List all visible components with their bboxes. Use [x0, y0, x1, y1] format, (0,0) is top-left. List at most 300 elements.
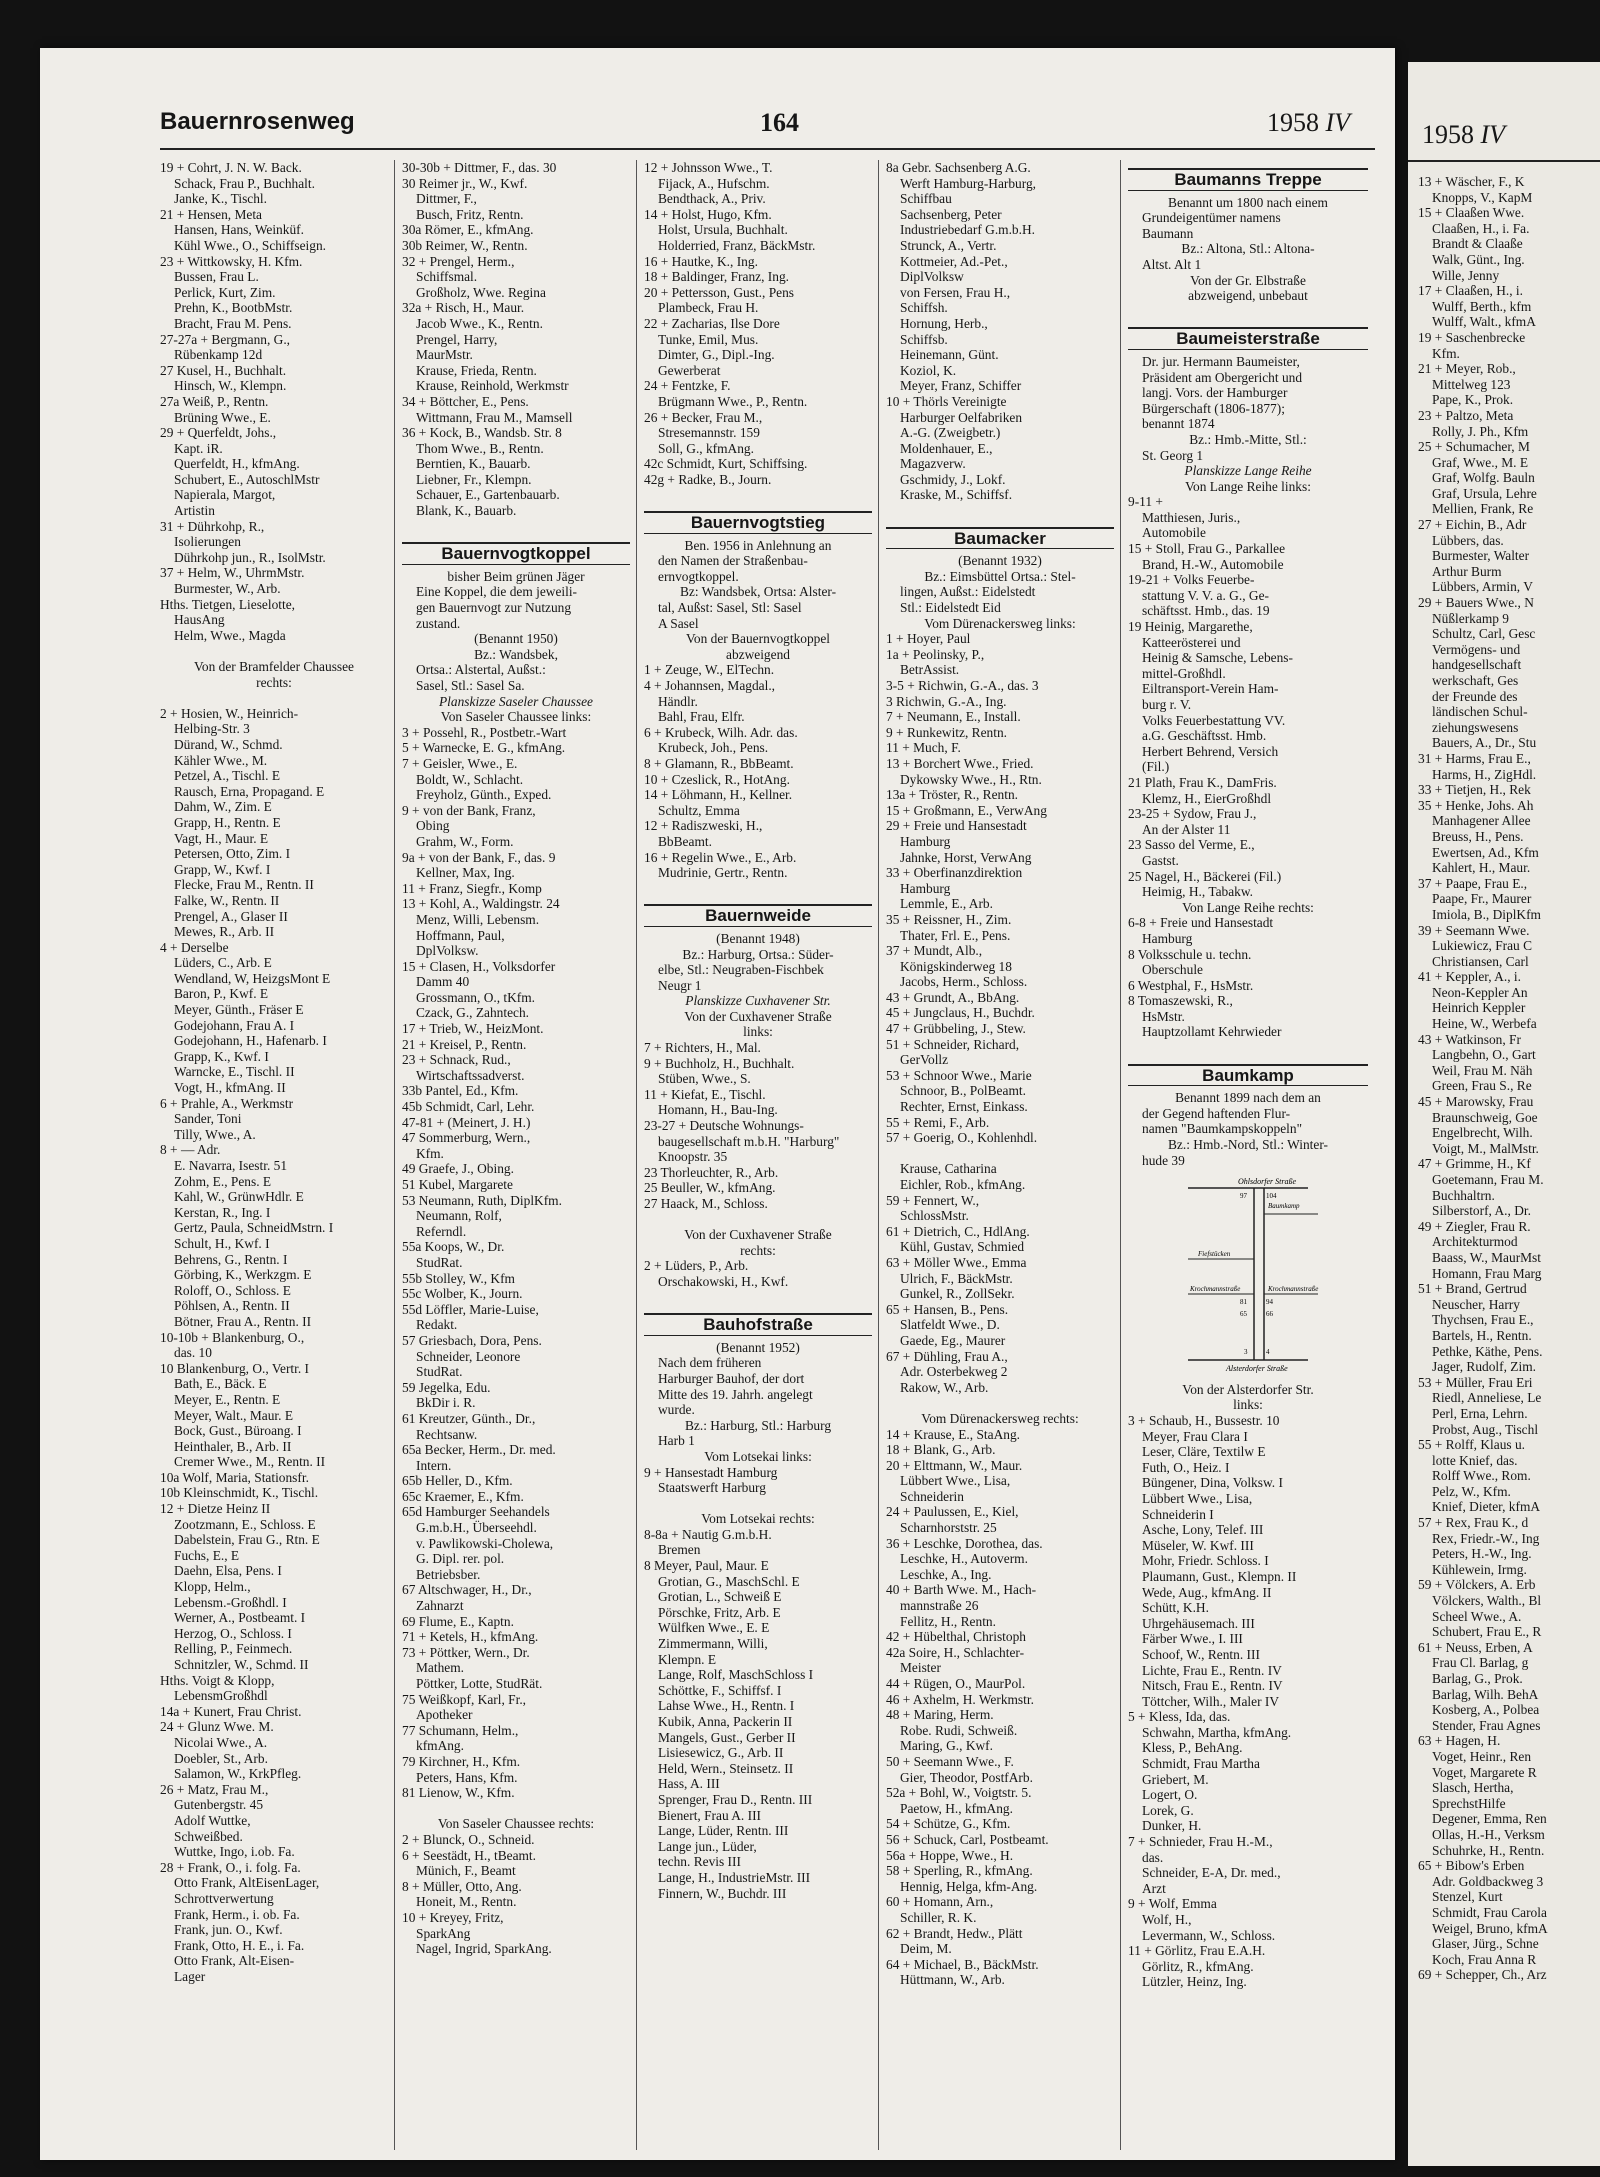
directory-entry: Fijack, A., Hufschm. — [658, 175, 770, 191]
directory-entry: langj. Vors. der Hamburger — [1142, 385, 1288, 401]
directory-entry: Königskinderweg 18 — [900, 958, 1012, 974]
directory-entry: 23 Thorleuchter, R., Arb. — [644, 1164, 779, 1180]
directory-entry: Dunker, H. — [1142, 1818, 1202, 1834]
directory-entry: stattung V. V. a. G., Ge- — [1142, 587, 1269, 603]
directory-entry: Wittmann, Frau M., Mamsell — [416, 409, 573, 425]
directory-entry: 59 Jegelka, Edu. — [402, 1379, 491, 1395]
directory-entry: zustand. — [416, 615, 461, 631]
directory-entry: 8-8a + Nautig G.m.b.H. — [644, 1526, 772, 1542]
directory-entry: Dürand, W., Schmd. — [174, 736, 283, 752]
directory-entry: Schmidt, Frau Carola — [1432, 1904, 1547, 1920]
directory-entry: Ulrich, F., BäckMstr. — [900, 1270, 1013, 1286]
directory-entry: 53 + Müller, Frau Eri — [1418, 1374, 1533, 1390]
directory-entry: 55 + Rolff, Klaus u. — [1418, 1437, 1525, 1453]
directory-entry — [1128, 1040, 1368, 1056]
directory-entry: Breuss, H., Pens. — [1432, 828, 1524, 844]
directory-entry: 53 + Schnoor Wwe., Marie — [886, 1067, 1032, 1083]
directory-entry: Prehn, K., BootbMstr. — [174, 300, 293, 316]
directory-entry: 31 + Harms, Frau E., — [1418, 750, 1531, 766]
directory-entry: Holst, Ursula, Buchhalt. — [658, 222, 788, 238]
directory-entry — [886, 1395, 1114, 1411]
directory-entry: Heinemann, Günt. — [900, 347, 999, 363]
directory-page-right — [1408, 62, 1600, 2166]
directory-entry: Kosberg, A., Polbea — [1432, 1702, 1540, 1718]
directory-entry: Wille, Jenny — [1432, 267, 1500, 283]
directory-entry: 59 + Völckers, A. Erb — [1418, 1577, 1536, 1593]
directory-entry: Ollas, H.-H., Verksm — [1432, 1826, 1545, 1842]
directory-entry: 44 + Rügen, O., MaurPol. — [886, 1676, 1026, 1691]
directory-entry: Ewertsen, Ad., Kfm — [1432, 844, 1539, 860]
directory-entry: Lichte, Frau E., Rentn. IV — [1142, 1662, 1282, 1678]
directory-entry: Dahm, W., Zim. E — [174, 799, 272, 815]
directory-entry: Hths. Voigt & Klopp, — [160, 1672, 275, 1688]
directory-entry: 10 + Czeslick, R., HotAng. — [644, 771, 790, 787]
directory-entry: Voget, Heinr., Ren — [1432, 1748, 1532, 1764]
directory-entry: Koziol, K. — [900, 362, 957, 378]
directory-entry: 51 + Brand, Gertrud — [1418, 1281, 1527, 1297]
directory-entry: Oberschule — [1142, 962, 1203, 978]
directory-entry: 14 + Krause, E., StaAng. — [886, 1426, 1020, 1442]
column-1 — [160, 160, 388, 1984]
directory-entry: 62 + Brandt, Hedw., Plätt — [886, 1925, 1023, 1941]
directory-entry: Völckers, Walth., Bl — [1432, 1593, 1542, 1609]
directory-entry: Kapt. iR. — [174, 440, 223, 456]
directory-entry: 8 Volksschule u. techn. — [1128, 946, 1252, 962]
directory-entry: Jacob Wwe., K., Rentn. — [416, 315, 543, 331]
directory-entry: 10a Wolf, Maria, Stationsfr. — [160, 1469, 309, 1485]
column-divider — [636, 160, 637, 2150]
directory-entry: Salamon, W., KrkPfleg. — [174, 1766, 302, 1782]
directory-entry: Werft Hamburg-Harburg, — [900, 175, 1037, 191]
directory-entry — [644, 1496, 872, 1512]
directory-entry: Koch, Frau Anna R — [1432, 1951, 1537, 1967]
directory-entry: Von der Gr. Elbstraße — [1190, 272, 1306, 288]
directory-entry: 7 + Richters, H., Mal. — [644, 1040, 761, 1056]
directory-entry: Stender, Frau Agnes — [1432, 1717, 1541, 1733]
directory-entry: G.m.b.H., Überseehdl. — [416, 1520, 537, 1536]
directory-entry: Tilly, Wwe., A. — [174, 1126, 256, 1142]
directory-entry: Kahlert, H., Maur. — [1432, 860, 1531, 876]
directory-entry: 2 + Hosien, W., Heinrich- — [160, 705, 299, 721]
directory-entry: 23 Sasso del Verme, E., — [1128, 837, 1255, 853]
street-heading: Bauernweide — [644, 904, 872, 927]
directory-entry: 55c Wolber, K., Journ. — [402, 1286, 523, 1302]
directory-entry: Hoffmann, Paul, — [416, 927, 505, 943]
directory-entry: Held, Wern., Steinsetz. II — [658, 1760, 794, 1776]
directory-entry: Rolly, J. Ph., Kfm — [1432, 423, 1529, 439]
column-3 — [644, 160, 872, 1901]
directory-entry: Von der Cuxhavener Straße — [684, 1008, 832, 1024]
directory-entry: Lebensm.-Großhdl. I — [174, 1594, 287, 1610]
directory-entry: Walk, Günt., Ing. — [1432, 251, 1525, 267]
directory-entry — [886, 503, 1114, 519]
directory-entry: 49 Graefe, J., Obing. — [402, 1161, 514, 1177]
street-map-sketch — [1168, 1174, 1328, 1374]
directory-entry: Klopp, Helm., — [174, 1579, 251, 1595]
directory-entry: das. 10 — [174, 1345, 212, 1361]
street-heading: Bauernvogtstieg — [644, 511, 872, 534]
directory-entry: Hüttmann, W., Arb. — [900, 1972, 1005, 1988]
directory-entry: Goetemann, Frau M. — [1432, 1172, 1544, 1187]
column-6 — [1418, 174, 1600, 1983]
directory-entry: rechts: — [740, 1242, 776, 1258]
directory-entry: A.-G. (Zweigbetr.) — [900, 425, 1001, 441]
directory-entry: DiplVolksw — [900, 269, 964, 285]
directory-entry: Kerstan, R., Ing. I — [174, 1204, 271, 1220]
directory-entry: Baron, P., Kwf. E — [174, 986, 269, 1002]
directory-entry: baugesellschaft m.b.H. "Harburg" — [658, 1133, 840, 1149]
directory-entry: Probst, Aug., Tischl — [1432, 1421, 1539, 1437]
directory-entry: 18 + Blank, G., Arb. — [886, 1442, 996, 1458]
directory-entry: Soll, G., kfmAng. — [658, 440, 754, 456]
directory-entry: Kfm. — [1432, 345, 1460, 361]
directory-entry: Bussen, Frau L. — [174, 269, 259, 285]
column-4 — [886, 160, 1114, 1988]
directory-entry: 53 Neumann, Ruth, DiplKfm. — [402, 1192, 562, 1208]
directory-entry: 11 + Kiefat, E., Tischl. — [644, 1086, 766, 1102]
directory-entry: Petzel, A., Tischl. E — [174, 768, 281, 784]
directory-entry: werkschaft, Ges — [1432, 673, 1519, 688]
directory-entry: Lübbert Wwe., Lisa, — [1142, 1490, 1253, 1506]
directory-entry: Graf, Ursula, Lehre — [1432, 485, 1537, 501]
directory-entry: Paape, Fr., Maurer — [1432, 891, 1532, 907]
directory-entry: Jahnke, Horst, VerwAng — [900, 849, 1032, 865]
directory-entry — [402, 1801, 630, 1817]
directory-entry: 18 + Baldinger, Franz, Ing. — [644, 269, 789, 285]
directory-entry: Bürgerschaft (1806-1877); — [1142, 400, 1285, 416]
directory-entry: Lisiesewicz, G., Arb. II — [658, 1745, 784, 1761]
directory-entry: 1 + Zeuge, W., ElTechn. — [644, 662, 775, 678]
directory-entry: Menz, Willi, Lebensm. — [416, 911, 540, 927]
directory-entry: Harburger Bauhof, der dort — [658, 1370, 805, 1386]
directory-entry: 21 Plath, Frau K., DamFris. — [1128, 774, 1277, 790]
directory-entry: Leschke, H., Autoverm. — [900, 1551, 1028, 1567]
directory-entry: Tunke, Emil, Mus. — [658, 331, 759, 347]
directory-entry: An der Alster 11 — [1142, 821, 1231, 837]
directory-entry: Färber Wwe., I. III — [1142, 1631, 1243, 1647]
directory-entry: Honeit, M., Rentn. — [416, 1894, 517, 1910]
directory-entry: Heine, W., Werbefa — [1432, 1016, 1537, 1032]
directory-entry: Meyer, Frau Clara I — [1142, 1428, 1248, 1444]
directory-entry: Matthiesen, Juris., — [1142, 509, 1241, 525]
directory-entry: Mittelweg 123 — [1432, 376, 1511, 392]
directory-entry: 8 + — Adr. — [160, 1142, 221, 1158]
directory-entry: 3 Richwin, G.-A., Ing. — [886, 693, 1007, 709]
directory-entry: Cremer Wwe., M., Rentn. II — [174, 1454, 326, 1470]
directory-entry: Prengel, A., Glaser II — [174, 908, 288, 924]
directory-entry: Stresemannstr. 159 — [658, 425, 760, 441]
directory-entry: 26 + Becker, Frau M., — [644, 409, 763, 425]
directory-entry: Hamburg — [900, 833, 951, 849]
directory-entry — [644, 487, 872, 503]
directory-entry: Krause, Catharina — [900, 1161, 997, 1177]
directory-entry: Betriebsber. — [416, 1566, 481, 1582]
directory-entry: 42g + Radke, B., Journ. — [644, 471, 772, 487]
directory-entry: 10-10b + Blankenburg, O., — [160, 1329, 305, 1345]
directory-entry: bisher Beim grünen Jäger — [447, 568, 585, 584]
directory-entry: Kubik, Anna, Packerin II — [658, 1714, 793, 1729]
directory-entry: 65d Hamburger Seehandels — [402, 1504, 550, 1520]
directory-entry: Ben. 1956 in Anlehnung an — [684, 537, 832, 553]
directory-entry — [644, 1212, 872, 1228]
directory-entry: HsMstr. — [1142, 1008, 1185, 1024]
directory-entry: LebensmGroßhdl — [174, 1688, 268, 1704]
directory-entry: 57 + Rex, Frau K., d — [1418, 1515, 1529, 1531]
directory-entry: Schmidt, Frau Martha — [1142, 1756, 1260, 1772]
directory-entry: 56a + Hoppe, Wwe., H. — [886, 1847, 1014, 1863]
directory-entry: Claaßen, H., i. Fa. — [1432, 220, 1530, 236]
directory-entry: 8a Gebr. Sachsenberg A.G. — [886, 160, 1031, 175]
directory-entry: Von Lange Reihe rechts: — [1182, 899, 1314, 915]
directory-entry: 50 + Seemann Wwe., F. — [886, 1753, 1014, 1769]
directory-entry: Lager — [174, 1968, 206, 1984]
directory-entry: Grapp, W., Kwf. I — [174, 861, 271, 877]
directory-entry: Bock, Gust., Büroang. I — [174, 1423, 302, 1439]
directory-entry: BbBeamt. — [658, 833, 712, 849]
directory-entry: Bz.: Hmb.-Mitte, Stl.: — [1189, 431, 1307, 447]
directory-entry: 7 + Geisler, Wwe., E. — [402, 755, 518, 771]
directory-entry: Referndl. — [416, 1223, 467, 1239]
directory-entry: Kähler Wwe., M. — [174, 752, 268, 768]
directory-entry: 21 + Meyer, Rob., — [1418, 361, 1516, 377]
directory-entry: Godejohann, H., Hafenarb. I — [174, 1033, 327, 1049]
directory-entry: 27 Kusel, H., Buchhalt. — [160, 362, 287, 378]
directory-entry: 21 + Hensen, Meta — [160, 206, 263, 222]
directory-entry: 19 Heinig, Margarethe, — [1128, 619, 1253, 635]
directory-entry: Werner, A., Postbeamt. I — [174, 1610, 306, 1626]
directory-entry: 15 + Clasen, H., Volksdorfer — [402, 958, 556, 974]
directory-entry: Brügmann Wwe., P., Rentn. — [658, 393, 808, 409]
directory-entry: ländischen Schul- — [1432, 704, 1528, 720]
directory-entry: kfmAng. — [416, 1738, 464, 1754]
directory-entry: Schöttke, F., Schiffsf. I — [658, 1682, 782, 1698]
directory-entry: Bz.: Altona, Stl.: Altona- — [1181, 241, 1315, 257]
directory-entry: Zootzmann, E., Schloss. E — [174, 1516, 316, 1532]
directory-entry: Kühlewein, Irmg. — [1432, 1561, 1527, 1577]
header-rule-right — [1408, 160, 1600, 162]
directory-entry: Schuhrke, H., Rentn. — [1432, 1842, 1545, 1858]
directory-entry: 11 + Much, F. — [886, 740, 961, 756]
directory-entry: 27 + Eichin, B., Adr — [1418, 517, 1527, 533]
directory-entry: Rakow, W., Arb. — [900, 1379, 989, 1395]
directory-entry: links: — [1233, 1397, 1263, 1413]
directory-entry: Schütt, K.H. — [1142, 1600, 1209, 1616]
directory-entry: Altst. Alt 1 — [1142, 256, 1202, 272]
directory-entry: Schoof, W., Rentn. III — [1142, 1646, 1260, 1662]
directory-entry: rechts: — [256, 674, 292, 690]
directory-entry: v. Pawlikowski-Cholewa, — [416, 1535, 554, 1551]
directory-entry: 8 Tomaszewski, R., — [1128, 993, 1233, 1009]
directory-entry: 65 + Bibow's Erben — [1418, 1858, 1525, 1874]
directory-entry: 81 Lienow, W., Kfm. — [402, 1785, 515, 1801]
directory-entry: Töttcher, Wilh., Maler IV — [1142, 1693, 1280, 1709]
directory-entry: 52a + Bohl, W., Voigtstr. 5. — [886, 1785, 1032, 1801]
directory-entry: Prengel, Harry, — [416, 331, 498, 347]
directory-entry: 6 Westphal, F., HsMstr. — [1128, 977, 1254, 993]
directory-entry: Doebler, St., Arb. — [174, 1750, 268, 1766]
directory-entry: Schiller, R. K. — [900, 1909, 977, 1925]
street-heading: Bauhofstraße — [644, 1313, 872, 1336]
directory-entry: Apotheker — [416, 1707, 473, 1723]
street-heading: Baumacker — [886, 527, 1114, 550]
directory-entry: 47-81 + (Meinert, J. H.) — [402, 1114, 531, 1130]
directory-entry: 34 + Böttcher, E., Pens. — [402, 393, 529, 409]
directory-entry: Zimmermann, Willi, — [658, 1636, 768, 1652]
directory-entry: Schiffsb. — [900, 331, 948, 347]
directory-entry: benannt 1874 — [1142, 416, 1215, 432]
directory-entry: 3 + Schaub, H., Bussestr. 10 — [1128, 1413, 1280, 1428]
directory-entry: Planskizze Lange Reihe — [1184, 463, 1312, 479]
directory-entry: 61 + Neuss, Erben, A — [1418, 1639, 1533, 1655]
directory-entry: Hennig, Helga, kfm-Ang. — [900, 1878, 1038, 1894]
header-street: Bauernrosenweg — [160, 108, 355, 135]
directory-entry: Knief, Dieter, kfmA — [1432, 1499, 1541, 1515]
directory-entry: Meyer, Walt., Maur. E — [174, 1407, 293, 1423]
directory-entry: Stl.: Eidelstedt Eid — [900, 600, 1001, 616]
directory-entry: Vagt, H., Maur. E — [174, 830, 269, 846]
directory-entry: 27 Haack, M., Schloss. — [644, 1196, 768, 1211]
directory-entry: 3-5 + Richwin, G.-A., das. 3 — [886, 678, 1039, 693]
directory-entry: (Fil.) — [1142, 759, 1170, 775]
directory-entry: BetrAssist. — [900, 662, 960, 678]
directory-entry: 15 + Claaßen Wwe. — [1418, 205, 1525, 221]
directory-entry: Von Lange Reihe links: — [1185, 478, 1311, 494]
directory-entry: 63 + Hagen, H. — [1418, 1733, 1501, 1749]
map-label: Alsterdorfer Straße — [1226, 1364, 1288, 1374]
directory-entry: A Sasel — [658, 615, 699, 631]
directory-entry: Manhagener Allee — [1432, 813, 1531, 829]
directory-entry: abzweigend — [726, 646, 790, 662]
directory-entry: Pöhlsen, A., Rentn. II — [174, 1298, 290, 1314]
directory-entry: 2 + Blunck, O., Schneid. — [402, 1831, 535, 1847]
directory-entry: Rechter, Ernst, Einkass. — [900, 1099, 1028, 1115]
directory-entry: Mudrinie, Gertr., Rentn. — [658, 865, 788, 881]
directory-entry: 4 + Derselbe — [160, 939, 229, 955]
directory-entry: Grossmann, O., tKfm. — [416, 989, 536, 1005]
directory-entry: 10b Kleinschmidt, K., Tischl. — [160, 1485, 319, 1501]
directory-entry: G. Dipl. rer. pol. — [416, 1551, 505, 1567]
directory-entry: burg r. V. — [1142, 697, 1192, 712]
directory-entry: 73 + Pöttker, Wern., Dr. — [402, 1644, 530, 1660]
directory-entry: Leschke, A., Ing. — [900, 1566, 992, 1582]
directory-entry: 65a Becker, Herm., Dr. med. — [402, 1442, 556, 1458]
directory-entry: Hass, A. III — [658, 1776, 720, 1792]
directory-entry: Grahm, W., Form. — [416, 833, 514, 849]
directory-entry: 9 + Buchholz, H., Buchhalt. — [644, 1055, 795, 1071]
directory-entry: 6 + Seestädt, H., tBeamt. — [402, 1847, 536, 1863]
directory-entry: Bendthack, A., Priv. — [658, 191, 766, 207]
directory-entry: Eiltransport-Verein Ham- — [1142, 681, 1279, 697]
directory-entry: Schneider, E-A, Dr. med., — [1142, 1865, 1281, 1881]
directory-entry: Helbing-Str. 3 — [174, 721, 250, 737]
directory-entry: schäftsst. Hmb., das. 19 — [1142, 603, 1270, 619]
directory-entry: Nitsch, Frau E., Rentn. IV — [1142, 1678, 1283, 1694]
directory-entry: Kraske, M., Schiffsf. — [900, 487, 1013, 503]
directory-entry: Schubert, Frau E., R — [1432, 1624, 1542, 1640]
directory-entry: Dr. jur. Hermann Baumeister, — [1142, 353, 1300, 369]
directory-entry: Schwahn, Martha, kfmAng. — [1142, 1724, 1292, 1740]
directory-entry: Petersen, Otto, Zim. I — [174, 846, 291, 862]
directory-entry: 5 + Kless, Ida, das. — [1128, 1709, 1231, 1725]
directory-entry: Fuchs, E., E — [174, 1547, 240, 1563]
directory-entry: Görlitz, R., kfmAng. — [1142, 1958, 1254, 1974]
directory-entry: 55a Koops, W., Dr. — [402, 1239, 505, 1255]
directory-entry: Brand, H.-W., Automobile — [1142, 556, 1284, 572]
directory-entry: Schiffbau — [900, 191, 952, 207]
directory-entry: Weigel, Bruno, kfmA — [1432, 1920, 1548, 1936]
directory-entry: Arzt — [1142, 1880, 1166, 1896]
directory-entry: 56 + Schuck, Carl, Postbeamt. — [886, 1831, 1049, 1847]
directory-entry: Janke, K., Tischl. — [174, 191, 268, 207]
directory-entry: 17 + Claaßen, H., i. — [1418, 283, 1523, 299]
directory-entry: Vom Dürenackersweg links: — [924, 615, 1076, 631]
directory-entry: 14a + Kunert, Frau Christ. — [160, 1703, 302, 1719]
directory-entry: StudRat. — [416, 1254, 463, 1270]
directory-entry: Stüben, Wwe., S. — [658, 1071, 751, 1087]
directory-entry: Christiansen, Carl — [1432, 953, 1529, 969]
directory-entry: Schiffsmal. — [416, 269, 478, 285]
directory-entry: 57 Griesbach, Dora, Pens. — [402, 1332, 542, 1348]
directory-entry: Krause, Frieda, Rentn. — [416, 362, 537, 378]
directory-entry: ziehungswesens — [1432, 719, 1519, 735]
directory-entry: mittel-Großhdl. — [1142, 665, 1226, 681]
directory-entry: Grapp, K., Kwf. I — [174, 1048, 269, 1064]
directory-entry: Scheel Wwe., A. — [1432, 1608, 1522, 1624]
directory-entry: Von Saseler Chaussee rechts: — [437, 1816, 595, 1832]
directory-entry: Degener, Emma, Ren — [1432, 1811, 1547, 1827]
directory-entry: Slatfeldt Wwe., D. — [900, 1317, 1000, 1333]
directory-entry: Busch, Fritz, Rentn. — [416, 206, 524, 222]
directory-entry: Peters, H.-W., Ing. — [1432, 1546, 1532, 1562]
directory-entry: Strunck, A., Vertr. — [900, 237, 997, 253]
directory-entry: 14 + Holst, Hugo, Kfm. — [644, 206, 772, 222]
directory-entry: 3 + Possehl, R., Postbetr.-Wart — [402, 724, 567, 740]
directory-entry: 15 + Stoll, Frau G., Parkallee — [1128, 541, 1286, 557]
directory-entry: Kühl Wwe., O., Schiffseign. — [174, 237, 326, 253]
directory-entry: Klemz, H., EierGroßhdl — [1142, 790, 1272, 806]
directory-entry: Bz.: Harburg, Stl.: Harburg — [684, 1417, 832, 1433]
directory-entry: 30a Römer, E., kfmAng. — [402, 222, 534, 238]
directory-entry: Wulff, Berth., kfm — [1432, 298, 1532, 314]
directory-entry: Von der Cuxhavener Straße — [684, 1227, 832, 1243]
directory-entry: 61 Kreutzer, Günth., Dr., — [402, 1410, 536, 1426]
directory-entry: wurde. — [658, 1402, 695, 1418]
directory-entry: Pethke, Käthe, Pens. — [1432, 1343, 1543, 1359]
directory-entry: Voigt, M., MalMstr. — [1432, 1140, 1539, 1156]
directory-entry: Büngener, Dina, Volksw. I — [1142, 1475, 1283, 1491]
map-label: Fiefstücken — [1198, 1250, 1231, 1259]
directory-entry: Dimter, G., Dipl.-Ing. — [658, 347, 775, 363]
directory-entry: MaurMstr. — [416, 347, 473, 363]
directory-entry: Nicolai Wwe., A. — [174, 1734, 268, 1750]
directory-entry: Münich, F., Beamt — [416, 1863, 516, 1879]
directory-entry: Voget, Margarete R — [1432, 1764, 1537, 1780]
directory-entry: 11 + Franz, Siegfr., Komp — [402, 880, 542, 896]
directory-entry: Stenzel, Kurt — [1432, 1889, 1503, 1905]
directory-entry: 5 + Warnecke, E. G., kfmAng. — [402, 740, 566, 756]
directory-entry: Wülfken Wwe., E. E — [658, 1620, 770, 1636]
street-heading: Bauernvogtkoppel — [402, 542, 630, 565]
directory-entry: 69 Flume, E., Kaptn. — [402, 1613, 514, 1629]
directory-entry: Mewes, R., Arb. II — [174, 924, 275, 940]
directory-entry: Silberstorf, A., Dr. — [1432, 1203, 1531, 1219]
directory-entry: 65 + Hansen, B., Pens. — [886, 1301, 1009, 1317]
directory-entry: Thychsen, Frau E., — [1432, 1312, 1534, 1328]
directory-entry: 77 Schumann, Helm., — [402, 1722, 519, 1738]
directory-entry: Lange, H., IndustrieMstr. III — [658, 1869, 811, 1885]
directory-entry: Staatswerft Harburg — [658, 1480, 766, 1496]
directory-entry: Schultz, Emma — [658, 802, 740, 818]
